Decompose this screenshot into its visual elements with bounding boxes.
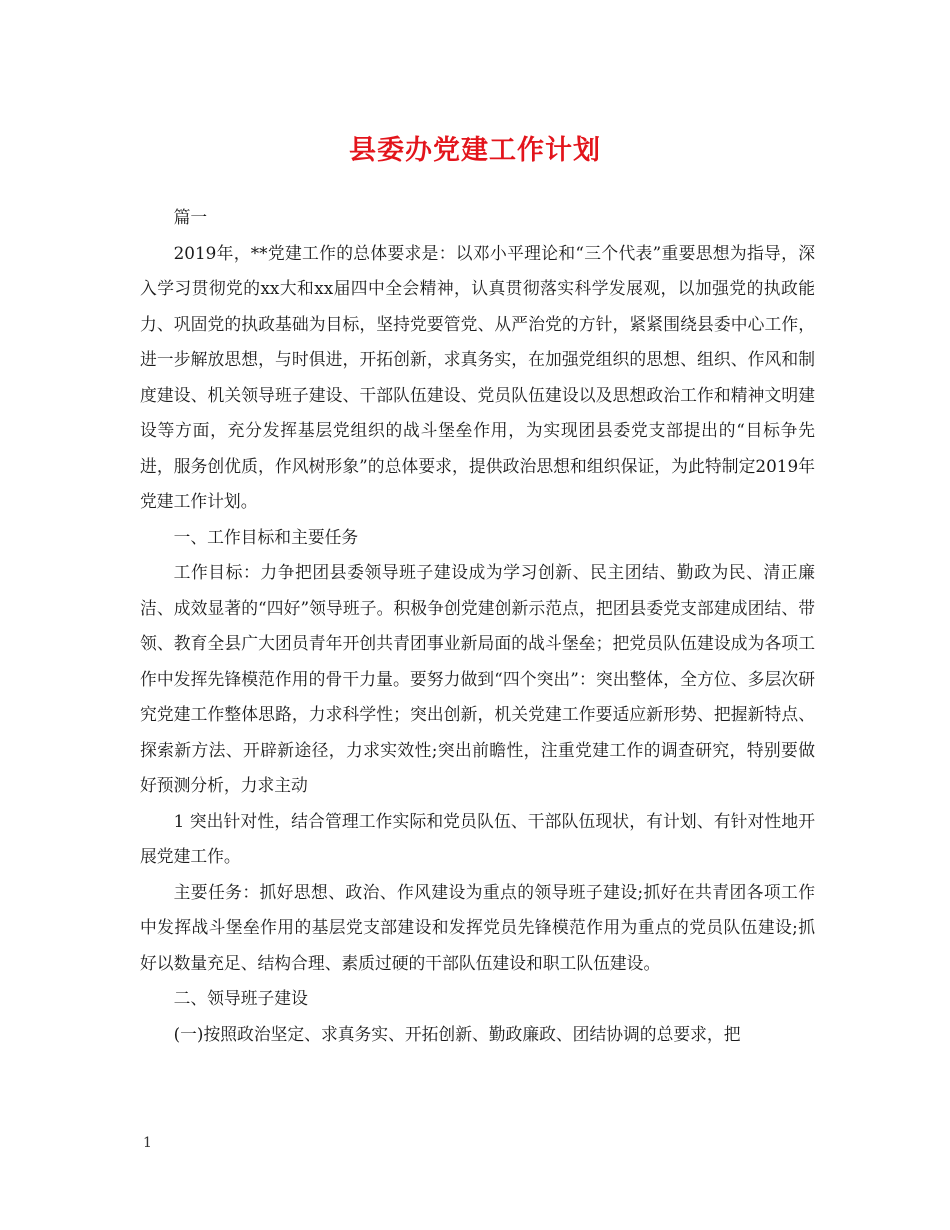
paragraph-main-tasks: 主要任务：抓好思想、政治、作风建设为重点的领导班子建设;抓好在共青团各项工作中发挥战斗堡垒作用的基层党支部建设和发挥党员先锋模范作用为重点的党员队伍建设;抓好以数量充足、结构合理、素质过硬的干部队伍建设和职工队伍建设。 bbox=[140, 881, 815, 973]
paragraph-targeted: 1 突出针对性，结合管理工作实际和党员队伍、干部队伍现状，有计划、有针对性地开展党建工作。 bbox=[140, 810, 815, 866]
document-title: 县委办党建工作计划 bbox=[349, 135, 601, 166]
paragraph-overall-requirements: 2019年，**党建工作的总体要求是：以邓小平理论和“三个代表”重要思想为指导，深入学习贯彻党的xx大和xx届四中全会精神，认真贯彻落实科学发展观，以加强党的执政能力、巩固党的执政基础为目标，坚持党要管党、从严治党的方针，紧紧围绕县委中心工作，进一步解放思想，与时俱进，开拓创新，求真务实，在加强党组织的思想、组织、作风和制度建设、机关领导班子建设、干部队伍建设、党员队伍建设以及思想政治工作和精神文明建设等方面，充分发挥基层党组织的战斗堡垒作用，为实现团县委党支部提出的“目标争先进，服务创优质，作风树形象”的总体要求，提供政治思想和组织保证，为此特制定2019年党建工作计划。 bbox=[140, 242, 815, 511]
paragraph-leadership-1: (一)按照政治坚定、求真务实、开拓创新、勤政廉政、团结协调的总要求，把 bbox=[173, 1023, 741, 1044]
document-body bbox=[140, 200, 815, 1052]
paragraph-heading-goals: 一、工作目标和主要任务 bbox=[173, 526, 359, 547]
paragraph-work-goals: 工作目标：力争把团县委领导班子建设成为学习创新、民主团结、勤政为民、清正廉洁、成效显著的“四好”领导班子。积极争创党建创新示范点，把团县委党支部建成团结、带领、教育全县广大团员青年开创共青团事业新局面的战斗堡垒；把党员队伍建设成为各项工作中发挥先锋模范作用的骨干力量。要努力做到“四个突出”：突出整体，全方位、多层次研究党建工作整体思路，力求科学性；突出创新，机关党建工作要适应新形势、把握新特点、探索新方法、开辟新途径，力求实效性;突出前瞻性，注重党建工作的调查研究，特别要做好预测分析，力求主动 bbox=[140, 562, 815, 795]
page-number: 1 bbox=[143, 1135, 152, 1151]
paragraph-section-label: 篇一 bbox=[173, 207, 208, 227]
paragraph-heading-leadership: 二、领导班子建设 bbox=[173, 988, 308, 1008]
